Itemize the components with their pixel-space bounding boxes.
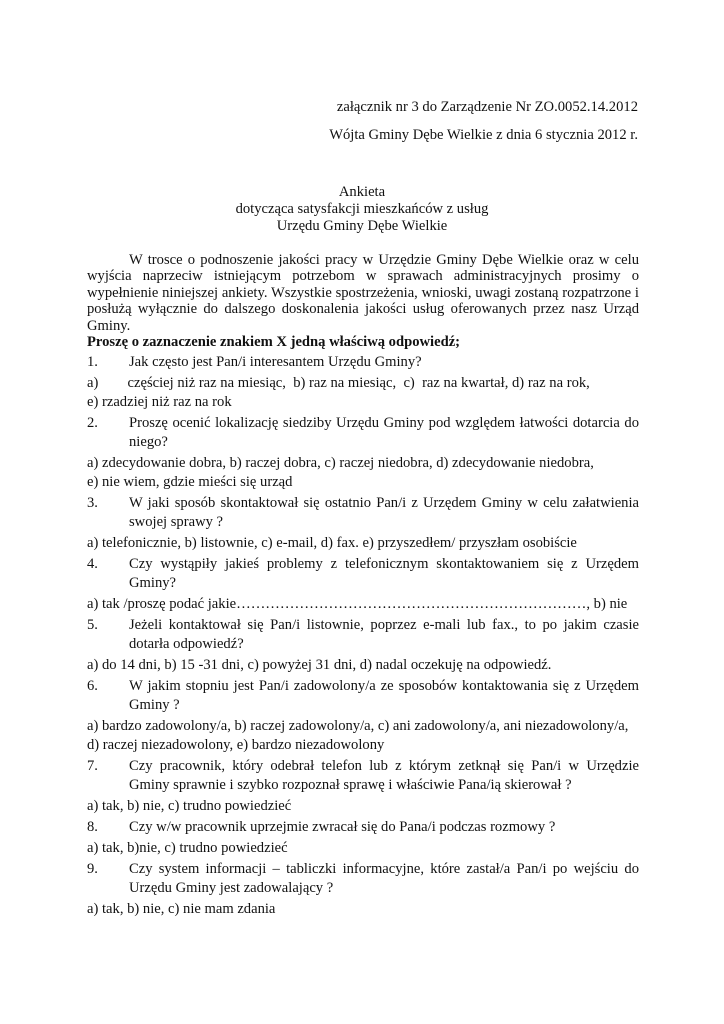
question-number: 9. — [87, 861, 98, 877]
question-number: 1. — [87, 354, 98, 370]
answer-options: d) raczej niezadowolony, e) bardzo niezadowolony — [87, 737, 385, 753]
question-text: Jeżeli kontaktował się Pan/i listownie, poprzez e-mali lub fax., to po jakim czasie dotarła odpowiedź? — [129, 617, 639, 652]
question-number: 7. — [87, 758, 98, 774]
intro-paragraph: W trosce o podnoszenie jakości pracy w Urzędzie Gminy Dębe Wielkie oraz w celu wyjścia naprzeciw istniejącym potrzebom w sprawach administracyjnych prosimy o wypełnienie niniejszej ankiety. Wszystkie spostrzeżenia, wnioski, uwagi zostaną rozpatrzone i posłużą wyłącznie do dalszego doskonalenia jakości usług oferowanych przez nasz Urząd Gminy. — [87, 252, 639, 334]
question-number: 4. — [87, 556, 98, 572]
answer-options: a) telefonicznie, b) listownie, c) e-mail, d) fax. e) przyszedłem/ przyszłam osobiście — [87, 535, 577, 551]
question-9 — [87, 860, 639, 898]
answer-options: a) tak, b)nie, c) trudno powiedzieć — [87, 840, 288, 856]
question-number: 6. — [87, 678, 98, 694]
answer-options: a) częściej niż raz na miesiąc, b) raz na miesiąc, c) raz na kwartał, d) raz na rok, — [87, 375, 590, 391]
answer-options: a) bardzo zadowolony/a, b) raczej zadowolony/a, c) ani zadowolony/a, ani niezadowolony/a, — [87, 718, 629, 734]
question-number: 2. — [87, 415, 98, 431]
question-7 — [87, 757, 639, 795]
question-text: Proszę ocenić lokalizację siedziby Urzędu Gminy pod względem łatwości dotarcia do niego? — [129, 415, 639, 450]
title-line-2: dotycząca satysfakcji mieszkańców z usług — [235, 201, 489, 217]
question-text: Jak często jest Pan/i interesantem Urzędu Gminy? — [129, 354, 422, 370]
question-text: Czy wystąpiły jakieś problemy z telefonicznym skontaktowaniem się z Urzędem Gminy? — [129, 556, 639, 591]
question-6 — [87, 677, 639, 715]
ordinance-reference: Wójta Gminy Dębe Wielkie z dnia 6 stycznia 2012 r. — [329, 127, 638, 143]
title-line-1: Ankieta — [338, 184, 386, 200]
question-2 — [87, 414, 639, 452]
answer-options: a) do 14 dni, b) 15 -31 dni, c) powyżej 31 dni, d) nadal oczekuję na odpowiedź. — [87, 657, 552, 673]
instruction-text: Proszę o zaznaczenie znakiem X jedną właściwą odpowiedź; — [87, 334, 461, 350]
survey-title — [0, 184, 724, 235]
question-3 — [87, 494, 639, 532]
question-number: 5. — [87, 617, 98, 633]
question-text: Czy w/w pracownik uprzejmie zwracał się do Pana/i podczas rozmowy ? — [129, 819, 556, 835]
question-text: W jaki sposób skontaktował się ostatnio Pan/i z Urzędem Gminy w celu załatwienia swojej sprawy ? — [129, 495, 639, 530]
question-number: 3. — [87, 495, 98, 511]
question-text: W jakim stopniu jest Pan/i zadowolony/a ze sposobów kontaktowania się z Urzędem Gminy ? — [129, 678, 639, 713]
question-4 — [87, 555, 639, 593]
question-5 — [87, 616, 639, 654]
answer-options: a) tak /proszę podać jakie………………………………………………………………, b) nie — [87, 596, 628, 612]
question-number: 8. — [87, 819, 98, 835]
question-list — [87, 351, 639, 919]
answer-options: e) rzadziej niż raz na rok — [87, 394, 232, 410]
answer-options: a) tak, b) nie, c) nie mam zdania — [87, 901, 276, 917]
answer-options: e) nie wiem, gdzie mieści się urząd — [87, 474, 293, 490]
attachment-reference: załącznik nr 3 do Zarządzenie Nr ZO.0052.14.2012 — [336, 99, 638, 115]
question-text: Czy pracownik, który odebrał telefon lub z którym zetknął się Pan/i w Urzędzie Gminy sprawnie i szybko rozpoznał sprawę i właściwie Pana/ią skierował ? — [129, 758, 639, 793]
question-8 — [87, 818, 639, 837]
question-text: Czy system informacji – tabliczki informacyjne, które zastał/a Pan/i po wejściu do Urzędu Gminy jest zadowalający ? — [129, 861, 639, 896]
question-1 — [87, 353, 639, 372]
answer-options: a) tak, b) nie, c) trudno powiedzieć — [87, 798, 292, 814]
answer-options: a) zdecydowanie dobra, b) raczej dobra, c) raczej niedobra, d) zdecydowanie niedobra, — [87, 455, 594, 471]
title-line-3: Urzędu Gminy Dębe Wielkie — [276, 218, 448, 234]
